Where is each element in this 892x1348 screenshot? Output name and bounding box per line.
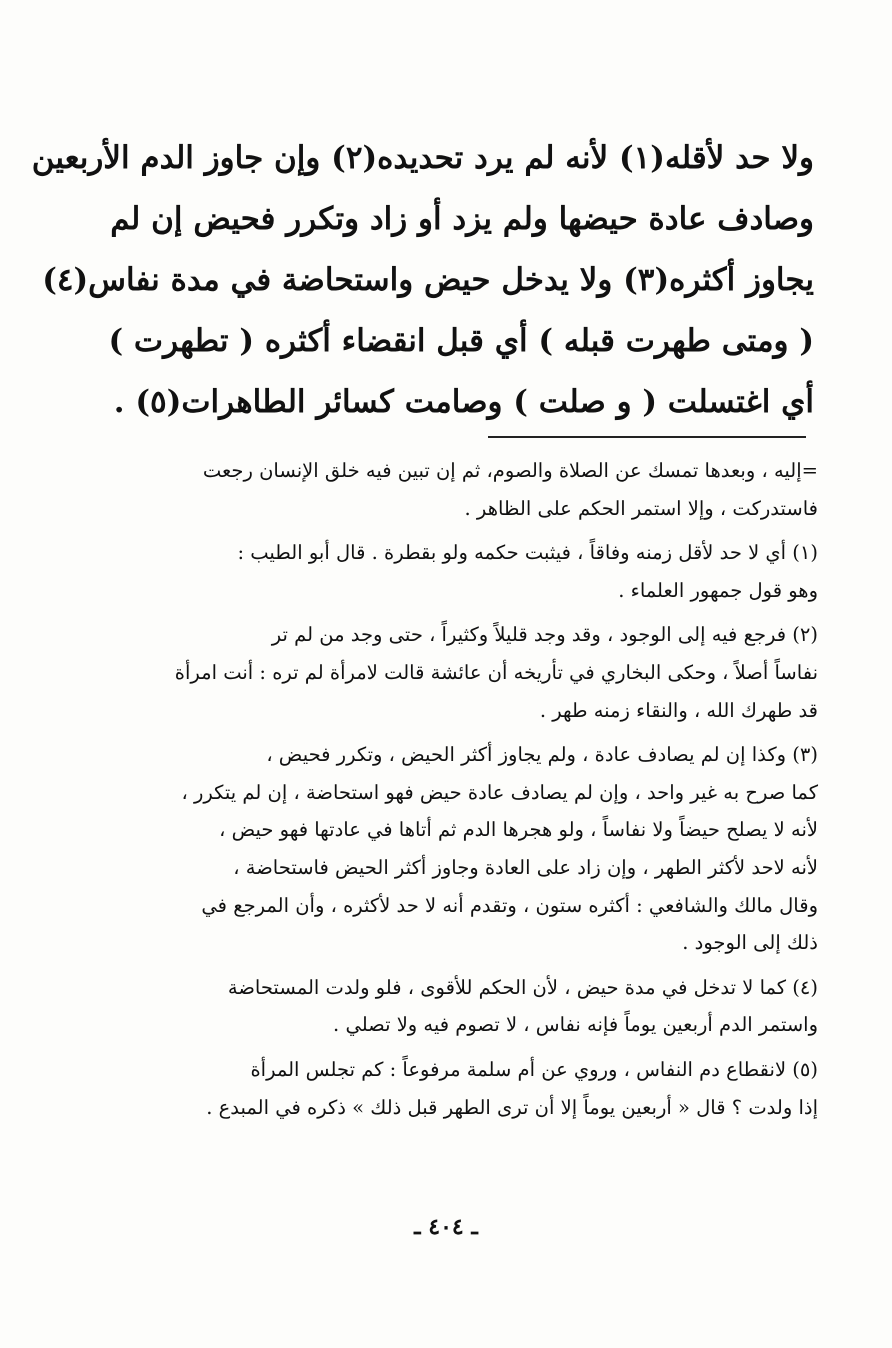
footnote-line: وقال مالك والشافعي : أكثره ستون ، وتقدم أنه لا حد لأكثره ، وأن المرجع في [201, 893, 818, 917]
footnote-1 [78, 534, 818, 609]
footnote-line: ذلك إلى الوجود . [682, 931, 818, 955]
footnote-line: وهو قول جمهور العلماء . [618, 578, 818, 602]
main-text-line: وصادف عادة حيضها ولم يزد أو زاد وتكرر فحيض إن لم [110, 201, 814, 237]
footnote-line: قد طهرك الله ، والنقاء زمنه طهر . [539, 698, 818, 722]
footnote-line: (٣) وكذا إن لم يصادف عادة ، ولم يجاوز أكثر الحيض ، وتكرر فحيض ، [266, 743, 818, 767]
footnote-line: إذا ولدت ؟ قال « أربعين يوماً إلا أن ترى الطهر قبل ذلك » ذكره في المبدع . [206, 1095, 818, 1119]
main-text-line: يجاوز أكثره(٣) ولا يدخل حيض واستحاضة في مدة نفاس(٤) [42, 262, 814, 298]
footnote-divider [488, 436, 806, 438]
footnote-line: (١) أي لا حد لأقل زمنه وفاقاً ، فيثبت حكمه ولو بقطرة . قال أبو الطيب : [237, 541, 818, 565]
footnote-line: واستمر الدم أربعين يوماً فإنه نفاس ، لا تصوم فيه ولا تصلي . [333, 1013, 818, 1037]
footnotes-section [78, 452, 818, 1133]
footnote-line: لأنه لا يصلح حيضاً ولا نفاساً ، ولو هجرها الدم ثم أتاها في عادتها فهو حيض ، [219, 818, 818, 842]
footnote-line: لأنه لاحد لأكثر الطهر ، وإن زاد على العادة وجاوز أكثر الحيض فاستحاضة ، [233, 855, 818, 879]
footnote-continuation [78, 452, 818, 527]
footnote-line: كما صرح به غير واحد ، وإن لم يصادف عادة حيض فهو استحاضة ، إن لم يتكرر ، [181, 780, 818, 804]
footnote-2 [78, 616, 818, 729]
footnote-line: (٤) كما لا تدخل في مدة حيض ، لأن الحكم للأقوى ، فلو ولدت المستحاضة [227, 975, 818, 999]
footnote-4 [78, 969, 818, 1044]
footnote-5 [78, 1051, 818, 1126]
footnote-line: =إليه ، وبعدها تمسك عن الصلاة والصوم، ثم إن تبين فيه خلق الإنسان رجعت [202, 459, 818, 482]
footnote-3 [78, 736, 818, 962]
main-text-line: أي اغتسلت ( و صلت ) وصامت كسائر الطاهرات(٥) . [113, 384, 814, 420]
footnote-line: (٢) فرجع فيه إلى الوجود ، وقد وجد قليلاً وكثيراً ، حتى وجد من لم تر [271, 623, 818, 647]
footnote-line: (٥) لانقطاع دم النفاس ، وروي عن أم سلمة مرفوعاً : كم تجلس المرأة [250, 1057, 818, 1081]
main-text-line: ولا حد لأقله(١) لأنه لم يرد تحديده(٢) وإن جاوز الدم الأربعين [31, 140, 814, 176]
main-text-block [31, 128, 814, 433]
page-number: ـ ٤٠٤ ـ [414, 1214, 478, 1240]
footnote-line: نفاساً أصلاً ، وحكى البخاري في تأريخه أن عائشة قالت لامرأة لم تره : أنت امرأة [174, 660, 818, 684]
footnote-line: فاستدركت ، وإلا استمر الحكم على الظاهر . [464, 496, 818, 520]
main-text-line: ( ومتى طهرت قبله ) أي قبل انقضاء أكثره ( تطهرت ) [108, 323, 814, 359]
